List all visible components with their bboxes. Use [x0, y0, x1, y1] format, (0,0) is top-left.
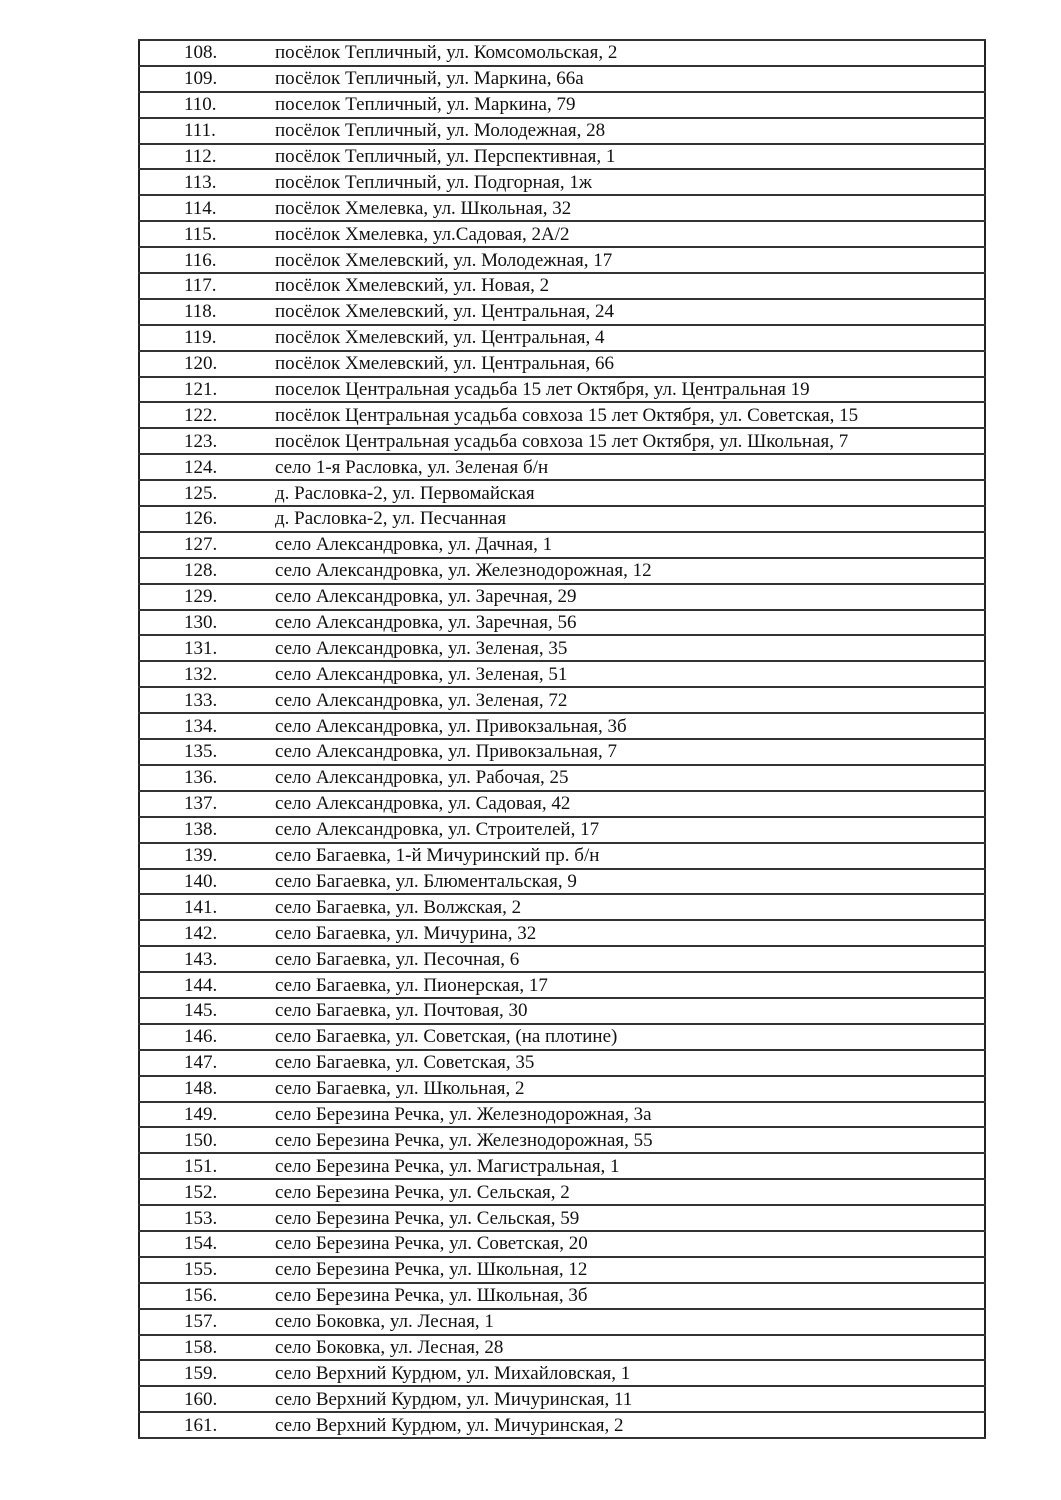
table-row	[139, 765, 985, 791]
row-address: село Багаевка, ул. Советская, (на плотине)	[275, 1024, 985, 1050]
row-number: 154.	[139, 1231, 275, 1257]
table-row	[139, 66, 985, 92]
table-row	[139, 817, 985, 843]
row-address: д. Расловка-2, ул. Первомайская	[275, 480, 985, 506]
table-row	[139, 273, 985, 299]
row-address: село Багаевка, ул. Блюментальская, 9	[275, 869, 985, 895]
row-number: 114.	[139, 195, 275, 221]
table-row	[139, 972, 985, 998]
row-address: посёлок Центральная усадьба совхоза 15 лет Октября, ул. Советская, 15	[275, 402, 985, 428]
table-row	[139, 1153, 985, 1179]
row-address: посёлок Тепличный, ул. Маркина, 66а	[275, 66, 985, 92]
table-row	[139, 946, 985, 972]
table-row	[139, 299, 985, 325]
row-number: 149.	[139, 1102, 275, 1128]
table-row	[139, 506, 985, 532]
row-number: 141.	[139, 894, 275, 920]
table-row	[139, 558, 985, 584]
row-number: 158.	[139, 1335, 275, 1361]
row-address: посёлок Центральная усадьба совхоза 15 лет Октября, ул. Школьная, 7	[275, 428, 985, 454]
row-address: село Александровка, ул. Зеленая, 72	[275, 687, 985, 713]
row-number: 116.	[139, 247, 275, 273]
row-number: 160.	[139, 1386, 275, 1412]
row-number: 115.	[139, 221, 275, 247]
table-row	[139, 454, 985, 480]
row-number: 117.	[139, 273, 275, 299]
table-row	[139, 739, 985, 765]
row-address: село Багаевка, ул. Волжская, 2	[275, 894, 985, 920]
row-number: 151.	[139, 1153, 275, 1179]
row-address: посёлок Хмелевский, ул. Центральная, 24	[275, 299, 985, 325]
row-number: 126.	[139, 506, 275, 532]
row-number: 153.	[139, 1205, 275, 1231]
table-row	[139, 713, 985, 739]
row-number: 150.	[139, 1127, 275, 1153]
table-row	[139, 687, 985, 713]
row-address: село Багаевка, ул. Песочная, 6	[275, 946, 985, 972]
table-row	[139, 144, 985, 170]
row-address: посёлок Хмелевка, ул.Садовая, 2А/2	[275, 221, 985, 247]
row-number: 144.	[139, 972, 275, 998]
row-address: село Александровка, ул. Дачная, 1	[275, 532, 985, 558]
row-number: 113.	[139, 169, 275, 195]
row-address: посёлок Хмелевка, ул. Школьная, 32	[275, 195, 985, 221]
row-address: село Березина Речка, ул. Железнодорожная, 3а	[275, 1102, 985, 1128]
table-row	[139, 1257, 985, 1283]
row-number: 108.	[139, 40, 275, 66]
row-number: 157.	[139, 1309, 275, 1335]
row-address: посёлок Хмелевский, ул. Молодежная, 17	[275, 247, 985, 273]
address-table	[138, 39, 986, 1439]
row-number: 135.	[139, 739, 275, 765]
table-row	[139, 610, 985, 636]
table-row	[139, 247, 985, 273]
row-number: 148.	[139, 1076, 275, 1102]
row-address: село 1-я Расловка, ул. Зеленая б/н	[275, 454, 985, 480]
row-number: 143.	[139, 946, 275, 972]
table-row	[139, 635, 985, 661]
row-address: село Александровка, ул. Зеленая, 35	[275, 635, 985, 661]
row-address: посёлок Тепличный, ул. Молодежная, 28	[275, 118, 985, 144]
table-row	[139, 1024, 985, 1050]
row-address: село Александровка, ул. Привокзальная, 3б	[275, 713, 985, 739]
row-address: поселок Тепличный, ул. Маркина, 79	[275, 92, 985, 118]
row-number: 155.	[139, 1257, 275, 1283]
row-address: село Березина Речка, ул. Магистральная, 1	[275, 1153, 985, 1179]
row-address: село Верхний Курдюм, ул. Михайловская, 1	[275, 1360, 985, 1386]
row-address: село Александровка, ул. Привокзальная, 7	[275, 739, 985, 765]
row-address: посёлок Тепличный, ул. Подгорная, 1ж	[275, 169, 985, 195]
row-number: 132.	[139, 661, 275, 687]
row-number: 121.	[139, 377, 275, 403]
row-number: 130.	[139, 610, 275, 636]
row-address: село Багаевка, ул. Почтовая, 30	[275, 998, 985, 1024]
row-number: 120.	[139, 351, 275, 377]
row-address: село Александровка, ул. Железнодорожная, 12	[275, 558, 985, 584]
table-row	[139, 1231, 985, 1257]
row-number: 111.	[139, 118, 275, 144]
row-number: 123.	[139, 428, 275, 454]
row-number: 125.	[139, 480, 275, 506]
table-row	[139, 1309, 985, 1335]
row-address: село Багаевка, ул. Школьная, 2	[275, 1076, 985, 1102]
row-number: 139.	[139, 843, 275, 869]
row-number: 124.	[139, 454, 275, 480]
table-row	[139, 1179, 985, 1205]
table-row	[139, 92, 985, 118]
table-row	[139, 1386, 985, 1412]
row-number: 122.	[139, 402, 275, 428]
table-row	[139, 169, 985, 195]
row-address: село Березина Речка, ул. Советская, 20	[275, 1231, 985, 1257]
row-number: 134.	[139, 713, 275, 739]
table-row	[139, 920, 985, 946]
table-row	[139, 118, 985, 144]
row-address: село Александровка, ул. Зеленая, 51	[275, 661, 985, 687]
row-address: село Березина Речка, ул. Школьная, 3б	[275, 1283, 985, 1309]
row-address: село Березина Речка, ул. Сельская, 2	[275, 1179, 985, 1205]
row-address: село Александровка, ул. Заречная, 56	[275, 610, 985, 636]
row-address: посёлок Хмелевский, ул. Центральная, 66	[275, 351, 985, 377]
row-number: 128.	[139, 558, 275, 584]
table-row	[139, 869, 985, 895]
row-address: посёлок Тепличный, ул. Перспективная, 1	[275, 144, 985, 170]
table-row	[139, 1335, 985, 1361]
row-address: село Березина Речка, ул. Школьная, 12	[275, 1257, 985, 1283]
row-address: село Багаевка, 1-й Мичуринский пр. б/н	[275, 843, 985, 869]
table-row	[139, 894, 985, 920]
row-address: село Александровка, ул. Садовая, 42	[275, 791, 985, 817]
row-number: 129.	[139, 584, 275, 610]
row-address: д. Расловка-2, ул. Песчанная	[275, 506, 985, 532]
row-number: 131.	[139, 635, 275, 661]
table-row	[139, 1102, 985, 1128]
row-address: село Багаевка, ул. Мичурина, 32	[275, 920, 985, 946]
row-number: 110.	[139, 92, 275, 118]
table-row	[139, 1412, 985, 1438]
row-address: село Березина Речка, ул. Сельская, 59	[275, 1205, 985, 1231]
table-row	[139, 1127, 985, 1153]
row-number: 146.	[139, 1024, 275, 1050]
row-address: село Александровка, ул. Строителей, 17	[275, 817, 985, 843]
row-number: 142.	[139, 920, 275, 946]
table-row	[139, 1050, 985, 1076]
row-number: 109.	[139, 66, 275, 92]
row-number: 119.	[139, 325, 275, 351]
row-number: 145.	[139, 998, 275, 1024]
row-number: 152.	[139, 1179, 275, 1205]
row-number: 127.	[139, 532, 275, 558]
table-row	[139, 351, 985, 377]
row-address: село Александровка, ул. Рабочая, 25	[275, 765, 985, 791]
table-row	[139, 402, 985, 428]
row-number: 156.	[139, 1283, 275, 1309]
table-row	[139, 998, 985, 1024]
table-row	[139, 325, 985, 351]
address-table-body	[139, 40, 985, 1438]
table-row	[139, 661, 985, 687]
row-address: село Боковка, ул. Лесная, 28	[275, 1335, 985, 1361]
row-number: 147.	[139, 1050, 275, 1076]
row-address: посёлок Хмелевский, ул. Новая, 2	[275, 273, 985, 299]
row-number: 137.	[139, 791, 275, 817]
row-number: 159.	[139, 1360, 275, 1386]
row-address: село Александровка, ул. Заречная, 29	[275, 584, 985, 610]
table-row	[139, 1283, 985, 1309]
table-row	[139, 428, 985, 454]
row-number: 118.	[139, 299, 275, 325]
table-row	[139, 221, 985, 247]
table-row	[139, 480, 985, 506]
row-address: село Багаевка, ул. Советская, 35	[275, 1050, 985, 1076]
table-row	[139, 843, 985, 869]
row-address: село Верхний Курдюм, ул. Мичуринская, 2	[275, 1412, 985, 1438]
row-address: посёлок Хмелевский, ул. Центральная, 4	[275, 325, 985, 351]
table-row	[139, 40, 985, 66]
row-address: село Верхний Курдюм, ул. Мичуринская, 11	[275, 1386, 985, 1412]
table-row	[139, 791, 985, 817]
row-address: село Боковка, ул. Лесная, 1	[275, 1309, 985, 1335]
row-address: поселок Центральная усадьба 15 лет Октября, ул. Центральная 19	[275, 377, 985, 403]
table-row	[139, 195, 985, 221]
row-address: посёлок Тепличный, ул. Комсомольская, 2	[275, 40, 985, 66]
table-row	[139, 584, 985, 610]
table-row	[139, 1360, 985, 1386]
row-number: 161.	[139, 1412, 275, 1438]
row-number: 138.	[139, 817, 275, 843]
table-row	[139, 1205, 985, 1231]
table-row	[139, 377, 985, 403]
table-row	[139, 1076, 985, 1102]
row-number: 112.	[139, 144, 275, 170]
row-number: 140.	[139, 869, 275, 895]
row-address: село Багаевка, ул. Пионерская, 17	[275, 972, 985, 998]
table-row	[139, 532, 985, 558]
row-number: 133.	[139, 687, 275, 713]
row-number: 136.	[139, 765, 275, 791]
row-address: село Березина Речка, ул. Железнодорожная, 55	[275, 1127, 985, 1153]
